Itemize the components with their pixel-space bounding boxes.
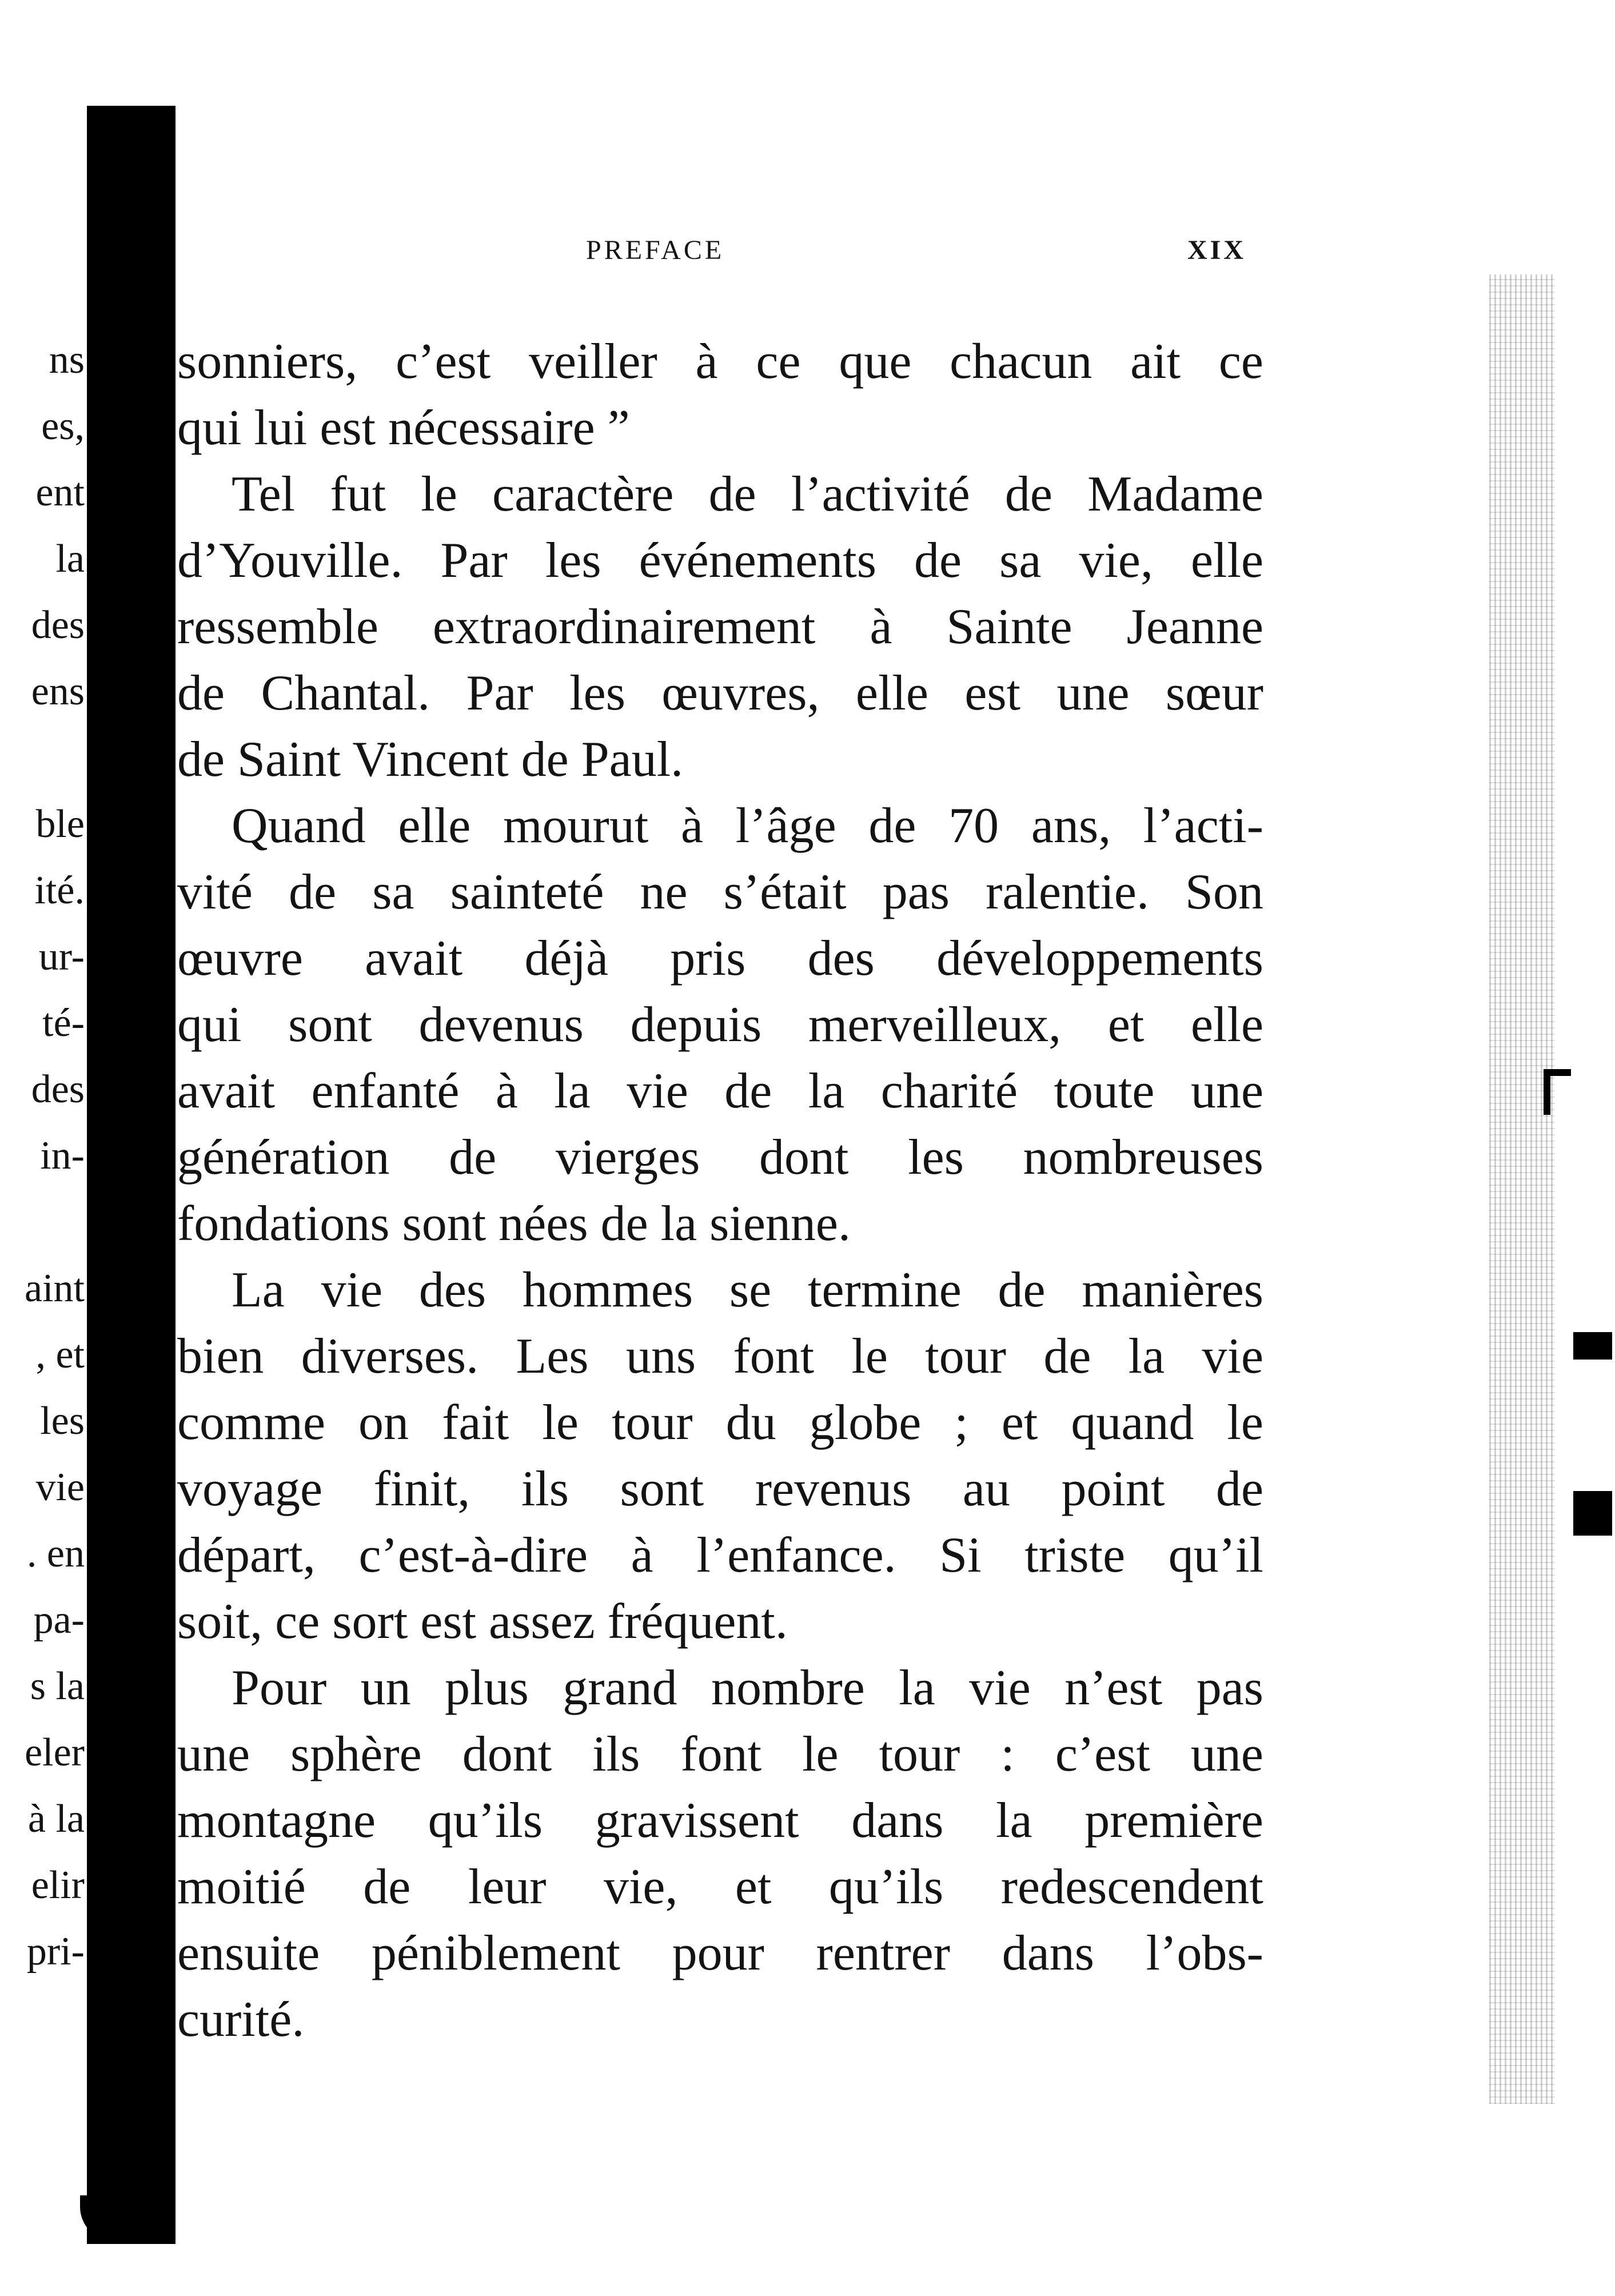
facing-page-fragment: des [31,603,85,647]
text-line: ressemble extraordinairement à Sainte Jeanne [177,599,1263,655]
facing-page-fragment: la [55,537,85,581]
page-edge-mark [1573,1491,1612,1536]
text-line: Pour un plus grand nombre la vie n’est pas [232,1660,1263,1716]
paragraph [177,329,1263,461]
running-head [183,229,1246,269]
text-line: ensuite péniblement pour rentrer dans l’obs- [177,1926,1263,1981]
page-edge-mark [1544,1069,1550,1115]
text-line: génération de vierges dont les nombreuses [177,1130,1263,1185]
text-line: sonniers, c’est veiller à ce que chacun ait ce [177,334,1263,389]
facing-page-fragment: ns [49,338,85,382]
facing-page-fragment: vie [35,1465,85,1509]
facing-page-fragment: , et [35,1333,85,1377]
text-line: d’Youville. Par les événements de sa vie, elle [177,533,1263,588]
facing-page-fragment: té- [42,1001,85,1045]
facing-page-fragment: à la [27,1797,85,1841]
text-line: Tel fut le caractère de l’activité de Madame [232,467,1263,522]
facing-page-fragment: pri- [26,1930,85,1974]
text-line: comme on fait le tour du globe ; et quand le [177,1395,1263,1450]
text-line: qui sont devenus depuis merveilleux, et elle [177,997,1263,1053]
text-line: fondations sont nées de la sienne. [177,1196,851,1251]
text-line: moitié de leur vie, et qu’ils redescendent [177,1859,1263,1915]
facing-page-fragment: ité. [34,868,85,912]
page-edge-mark [1573,1332,1612,1360]
binding-gutter-shadow [87,106,176,2244]
text-line: Quand elle mourut à l’âge de 70 ans, l’acti- [232,798,1263,854]
paragraph [177,1655,1263,2053]
text-line: soit, ce sort est assez fréquent. [177,1594,788,1649]
facing-page-fragment: s la [30,1664,85,1708]
facing-page-fragment: ble [35,802,85,846]
text-line: œuvre avait déjà pris des développements [177,931,1263,986]
text-line: de Chantal. Par les œuvres, elle est une sœur [177,665,1263,721]
text-line: montagne qu’ils gravissent dans la première [177,1793,1263,1848]
facing-page-fragment: pa- [33,1598,85,1642]
facing-page-fragment: ens [31,669,85,713]
facing-page-fragment: ent [35,471,85,515]
text-line: avait enfanté à la vie de la charité toute une [177,1063,1263,1119]
facing-page-fragment: . en [26,1532,85,1576]
facing-page-fragment: in- [40,1134,85,1178]
paragraph [177,793,1263,1257]
page-number: XIX [1187,235,1246,265]
text-line: départ, c’est-à-dire à l’enfance. Si triste qu’il [177,1528,1263,1583]
facing-page-fragment: es, [41,404,85,448]
paragraph [177,1257,1263,1655]
paragraph [177,461,1263,793]
text-line: vité de sa sainteté ne s’était pas ralentie. Son [177,864,1263,920]
text-line: curité. [177,1992,305,2047]
text-line: une sphère dont ils font le tour : c’est une [177,1727,1263,1782]
text-line: La vie des hommes se termine de manières [232,1262,1263,1318]
facing-page-fragment: aint [25,1266,85,1310]
text-line: voyage finit, ils sont revenus au point de [177,1461,1263,1517]
body-text [177,329,1263,2053]
facing-page-fragment: les [40,1399,85,1443]
facing-page-fragment: elir [31,1863,85,1907]
text-line: bien diverses. Les uns font le tour de la vie [177,1329,1263,1384]
facing-page-fragment: ur- [38,935,85,979]
page-edge-scan-noise [1489,274,1555,2104]
facing-page-fragment: des [31,1067,85,1111]
running-head-title: PREFACE [586,235,725,265]
facing-page-fragment: eler [25,1731,85,1775]
text-line: de Saint Vincent de Paul. [177,732,684,787]
text-line: qui lui est nécessaire ” [177,400,630,456]
